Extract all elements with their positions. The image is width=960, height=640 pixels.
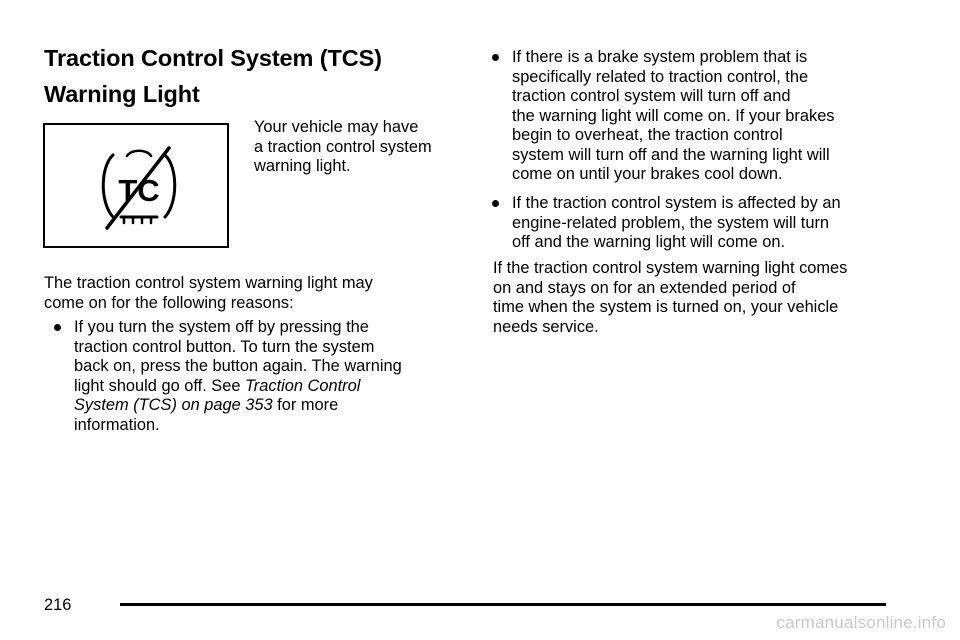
title-line: Warning Light	[44, 81, 200, 107]
text-line: information.	[74, 415, 160, 434]
text-line: a traction control system	[254, 137, 432, 156]
cross-reference-link[interactable]: System (TCS) on page 353	[74, 396, 273, 414]
text-line: warning light.	[254, 157, 351, 175]
text-fragment: for more	[272, 396, 339, 414]
text-line: needs service.	[493, 317, 599, 336]
footer-rule	[120, 603, 886, 606]
text-line: If you turn the system off by pressing the	[74, 318, 369, 336]
bullet-item	[512, 194, 922, 253]
closing-paragraph	[493, 259, 903, 337]
lead-paragraph	[44, 274, 444, 313]
bullet-item	[512, 48, 922, 185]
icon-label: TC	[118, 173, 160, 208]
text-line: come on for the following reasons:	[44, 293, 294, 312]
text-line: If the traction control system is affected by an	[512, 194, 841, 212]
text-line: time when the system is turned on, your vehicle	[493, 298, 839, 316]
bullet-icon	[492, 200, 499, 207]
text-line: engine-related problem, the system will turn	[512, 213, 830, 232]
text-line: traction control system will turn off and	[512, 87, 791, 105]
text-line: If the traction control system warning light comes	[493, 259, 848, 277]
text-line: off and the warning light will come on.	[512, 233, 786, 251]
text-line	[74, 377, 484, 397]
traction-control-warning-icon	[45, 125, 227, 246]
text-line: the warning light will come on. If your brakes	[512, 106, 835, 125]
text-fragment: light should go off. See	[74, 376, 246, 395]
text-line: The traction control system warning light may	[44, 274, 373, 292]
text-line: on and stays on for an extended period of	[493, 278, 796, 297]
text-line: traction control button. To turn the system	[74, 337, 375, 356]
bullet-icon	[54, 324, 61, 331]
icon-box	[43, 123, 229, 248]
text-line	[74, 396, 484, 416]
intro-text	[254, 118, 454, 177]
text-line: Your vehicle may have	[254, 118, 419, 136]
page-number: 216	[44, 596, 72, 614]
text-line: back on, press the button again. The warning	[74, 357, 402, 375]
section-title	[44, 40, 444, 112]
cross-reference-link[interactable]: Traction Control	[245, 376, 361, 395]
bullet-icon	[492, 54, 499, 61]
watermark: carmanualsonline.info	[776, 613, 946, 632]
text-line: begin to overheat, the traction control	[512, 126, 783, 144]
text-line: system will turn off and the warning light will	[512, 145, 830, 164]
title-line: Traction Control System (TCS)	[44, 45, 382, 71]
bullet-item	[74, 318, 484, 435]
text-line: come on until your brakes cool down.	[512, 165, 783, 183]
text-line: If there is a brake system problem that is	[512, 48, 808, 66]
text-line: specifically related to traction control, the	[512, 67, 809, 86]
